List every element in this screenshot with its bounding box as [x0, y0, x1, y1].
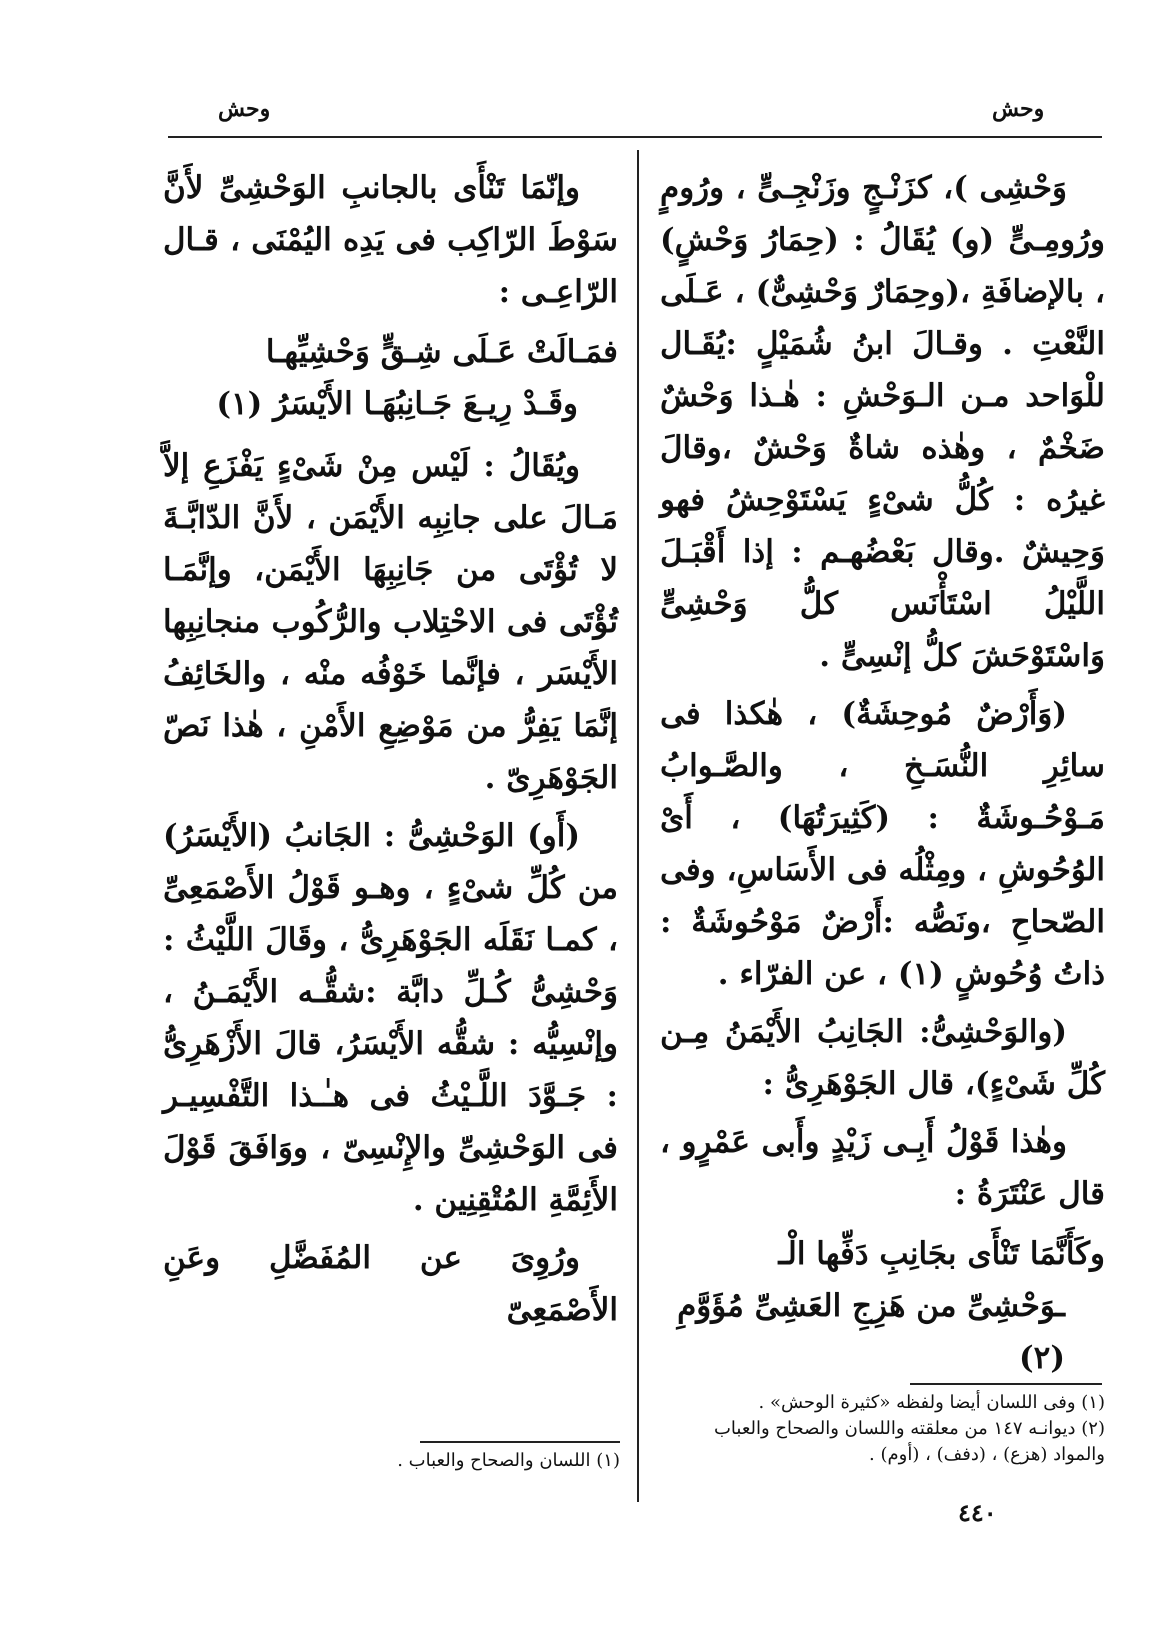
verse-second-half: ـوَحْشِىِّ من هَزِجِ العَشِىِّ مُؤَوَّمِ (٢): [677, 1288, 1065, 1376]
poem-verse: [660, 1228, 1105, 1384]
paragraph: ورُوِىَ عن المُفَضَّلِ وعَنِ الأَصْمَعِىّ: [163, 1240, 618, 1328]
footnote-rule: [420, 1441, 620, 1443]
paragraph: (والوَحْشِىُّ: الجَانِبُ الأَيْمَنُ مِـن كُلِّ شَىْءٍ)، قال الجَوْهَرِىُّ :: [660, 1014, 1105, 1102]
header-rule: [168, 136, 1102, 138]
running-header-left: وحش: [218, 96, 271, 122]
verse-second-half: وقَـدْ رِيـعَ جَـانِبُهَـا الأَيْسَرُ (١): [216, 386, 578, 422]
verse-first-half: فمَـالَتْ عَـلَى شِـقٍّ وَحْشِيِّهـا: [265, 334, 618, 370]
footnotes-right: [660, 1390, 1105, 1468]
footnotes-left: [340, 1448, 620, 1474]
right-column: [660, 162, 1105, 1394]
paragraph: (وَأَرْضٌ مُوحِشَةٌ) ، هٰكذا فى سائِرِ النُّسَـخِ ، والصَّـوابُ مَـوْحُـوشَةٌ : (كَثِيرَتُهَا) ، أَىْ الوُحُوشِ ، ومِثْلُه فى الأَسَاسِ، وفى الصّحاحِ ،ونَصُّه :أَرْضٌ مَوْحُوشَةٌ : ذاتُ وُحُوشٍ (١) ، عن الفرّاء .: [660, 696, 1105, 992]
left-column: [163, 162, 618, 1342]
paragraph: ويُقَالُ : لَيْس مِنْ شَىْءٍ يَفْزَعِ إلاَّ مَـالَ على جانِبِه الأَيْمَن ، لأَنَّ الدّابَّـةَ لا تُؤْتَى من جَانِبِهَا الأَيْمَن، وإنَّمَـا تُؤْتَى فى الاحْتِلاب والرُّكُوب منجانِبِها الأَيْسَر ، فإنَّما خَوْفُه منْه ، والخَائِفُ إنَّمَا يَفِرُّ من مَوْضِعِ الأَمْنِ ، هٰذا نَصّ الجَوْهَرِىّ .: [163, 448, 618, 796]
paragraph: وَحْشِى )، كزَنْـجٍ وزَنْجِـىٍّ ، ورُومٍ ورُومِـىٍّ (و) يُقَالُ : (حِمَارُ وَحْشٍ) ، بالإضافَةِ ،(وحِمَارٌ وَحْشِىٌّ) ، عَـلَى النَّعْتِ . وقـالَ ابنُ شُمَيْلٍ :يُقَـال للْوَاحد مـن الـوَحْشِ : هٰـذا وَحْشٌ ضَخْمٌ ، وهٰذه شاةٌ وَحْشٌ ،وقالَ غيرُه : كُلُّ شىْءٍ يَسْتَوْحِشُ فهو وَحِيشٌ .وقال بَعْضُهـم : إذا أَقْبَـلَ اللَّيْلُ اسْتَأْنَس كلُّ وَحْشِىٍّ وَاسْتَوْحَشَ كلُّ إنْسِىٍّ .: [660, 170, 1105, 674]
poem-verse: [163, 326, 618, 430]
footnote-rule: [910, 1383, 1102, 1385]
paragraph: وهٰذا قَوْلُ أَبِـى زَيْدٍ وأَبى عَمْرٍو ، قال عَنْتَرَةُ :: [660, 1124, 1105, 1212]
running-header-right: وحش: [992, 96, 1045, 122]
paragraph: وإنّمَا تَنْأَى بالجانبِ الوَحْشِىِّ لأَنَّ سَوْطَ الرّاكِب فى يَدِه اليُمْنَى ، قـال الرّاعِـى :: [163, 170, 618, 310]
verse-first-half: وكَأَنَّمَا تَنْأَى بجَانِبِ دَفِّها الْـ: [778, 1236, 1105, 1272]
paragraph: (أَو) الوَحْشِىُّ : الجَانبُ (الأَيْسَرُ) من كُلِّ شىْءٍ ، وهـو قَوْلُ الأَصْمَعِىِّ ، كمـا نَقَلَه الجَوْهَرِىُّ ، وقَالَ اللَّيْثُ : وَحْشِىُّ كُـلِّ دابَّة :شقُّـه الأَيْمَـنُ ، وإنْسِيُّه : شقُّه الأَيْسَرُ، قالَ الأَزْهَرِىُّ : جَـوَّدَ اللَّـيْثُ فى هـٰـذا التَّفْسِيـر فى الوَحْشِىِّ والإِنْسِىّ ، ووَافَقَ قَوْلَ الأَئِمَّةِ المُتْقِنِين .: [163, 818, 618, 1218]
footnote: (٢) ديوانـه ١٤٧ من معلقته واللسان والصحاح والعباب والمواد (هزع) ، (دفف) ، (أوم) .: [713, 1418, 1105, 1465]
page-number: ٤٤٠: [958, 1498, 997, 1527]
column-divider: [637, 150, 639, 1502]
footnote: (١) اللسان والصحاح والعباب .: [397, 1450, 620, 1471]
footnote: (١) وفى اللسان أيضا ولفظه «كثيرة الوحش» .: [758, 1392, 1105, 1413]
